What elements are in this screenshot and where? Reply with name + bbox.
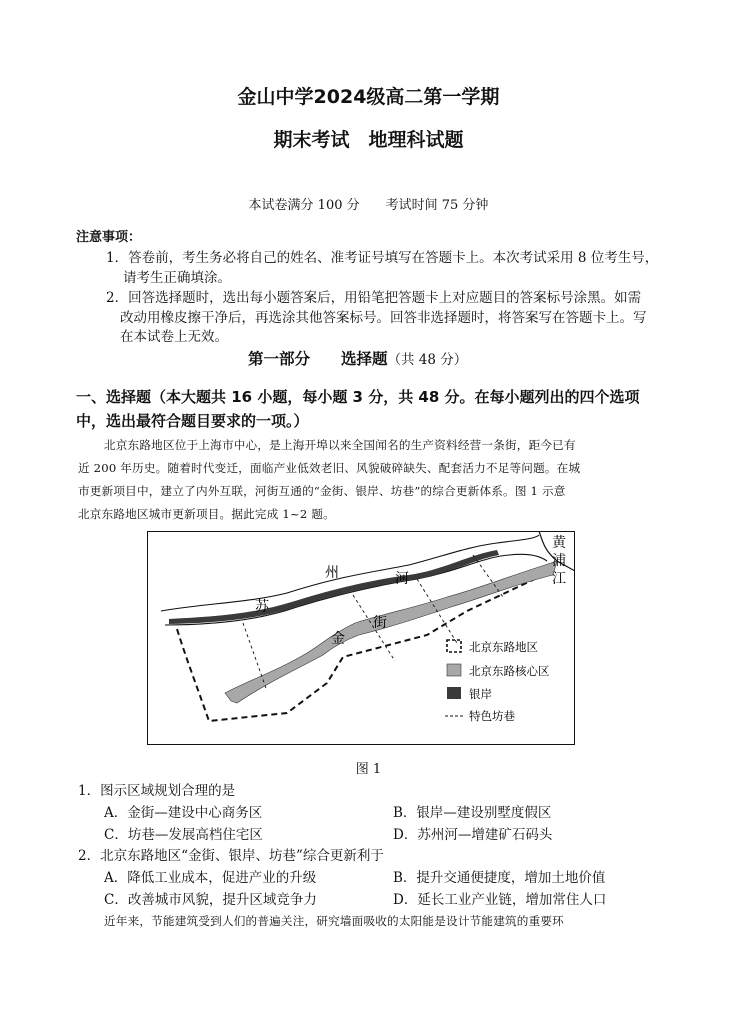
label-huangpu-2: 浦: [552, 553, 566, 569]
exam-subtitle: 期末考试 地理科试题: [273, 129, 464, 151]
legend-label-lane: 特色坊巷: [469, 709, 515, 723]
label-jin: 金: [331, 631, 345, 647]
part-title: 第一部分 选择题: [248, 350, 388, 368]
question-1-option-b: B．银岸—建设别墅度假区: [393, 805, 552, 821]
label-zhou: 州: [325, 565, 339, 581]
question-2-option-a: A．降低工业成本，促进产业的升级: [104, 870, 317, 886]
label-su: 苏: [255, 599, 269, 615]
beijing-east-road-map: [147, 531, 575, 745]
exam-title: 金山中学2024级高二第一学期: [237, 86, 500, 108]
notice-heading: 注意事项：: [76, 230, 142, 245]
label-he: 河: [395, 571, 409, 587]
passage-1-line-2: 近 200 年历史。随着时代变迁，面临产业低效老旧、风貌破碎缺失、配套活力不足等问题。在城: [78, 461, 581, 475]
figure-caption: 图 1: [355, 762, 382, 777]
question-1-option-a: A．金街—建设中心商务区: [104, 805, 263, 821]
section-heading-line-2: 中，选出最符合题目要求的一项。）: [76, 412, 309, 430]
question-2-stem: 2．北京东路地区“金街、银岸、坊巷”综合更新利于: [78, 848, 384, 864]
passage-1-line-3: 市更新项目中，建立了内外互联，河街互通的“金街、银岸、坊巷”的综合更新体系。图 1 示意: [78, 484, 566, 498]
legend-label-core: 北京东路核心区: [469, 664, 550, 678]
question-2-option-b: B．提升交通便捷度，增加土地价值: [393, 870, 606, 886]
question-1-stem: 1．图示区域规划合理的是: [78, 783, 236, 799]
legend-swatch-core: [447, 664, 461, 676]
passage-1-line-4: 北京东路地区城市更新项目。据此完成 1~2 题。: [78, 507, 335, 521]
notice-item-2-line-3: 在本试卷上无效。: [120, 329, 228, 345]
label-jie: 街: [373, 615, 387, 631]
part-heading: [248, 347, 467, 369]
passage-1-line-1: 北京东路地区位于上海市中心，是上海开埠以来全国闻名的生产资料经营一条街，距今已有: [104, 438, 576, 452]
notice-item-2-line-1: 2．回答选择题时，选出每小题答案后，用铅笔把答题卡上对应题目的答案标号涂黑。如需: [106, 290, 642, 306]
question-2-option-d: D．延长工业产业链，增加常住人口: [393, 892, 607, 908]
question-2-option-c: C．改善城市风貌，提升区域竞争力: [104, 892, 317, 908]
legend-label-area: 北京东路地区: [469, 640, 538, 654]
exam-meta: 本试卷满分 100 分 考试时间 75 分钟: [248, 198, 489, 213]
notice-item-2-line-2: 改动用橡皮擦干净后，再选涂其他答案标号。回答非选择题时，将答案写在答题卡上。写: [120, 310, 647, 326]
part-score: （共 48 分）: [387, 352, 468, 368]
label-huangpu-3: 江: [552, 571, 566, 587]
notice-item-1-line-2: 请考生正确填涂。: [123, 270, 231, 286]
passage-2-line-1: 近年来，节能建筑受到人们的普遍关注，研究墙面吸收的太阳能是设计节能建筑的重要环: [104, 914, 564, 928]
legend-swatch-bank: [447, 687, 461, 699]
legend-label-bank: 银岸: [469, 687, 492, 701]
question-1-option-c: C．坊巷—发展高档住宅区: [104, 827, 263, 843]
notice-item-1-line-1: 1．答卷前，考生务必将自己的姓名、准考证号填写在答题卡上。本次考试采用 8 位考生号，: [106, 250, 659, 266]
section-heading-line-1: 一、选择题（本大题共 16 小题，每小题 3 分，共 48 分。在每小题列出的四个选项: [76, 388, 640, 406]
label-huangpu-1: 黄: [552, 535, 566, 551]
question-1-option-d: D．苏州河—增建矿石码头: [393, 827, 553, 843]
